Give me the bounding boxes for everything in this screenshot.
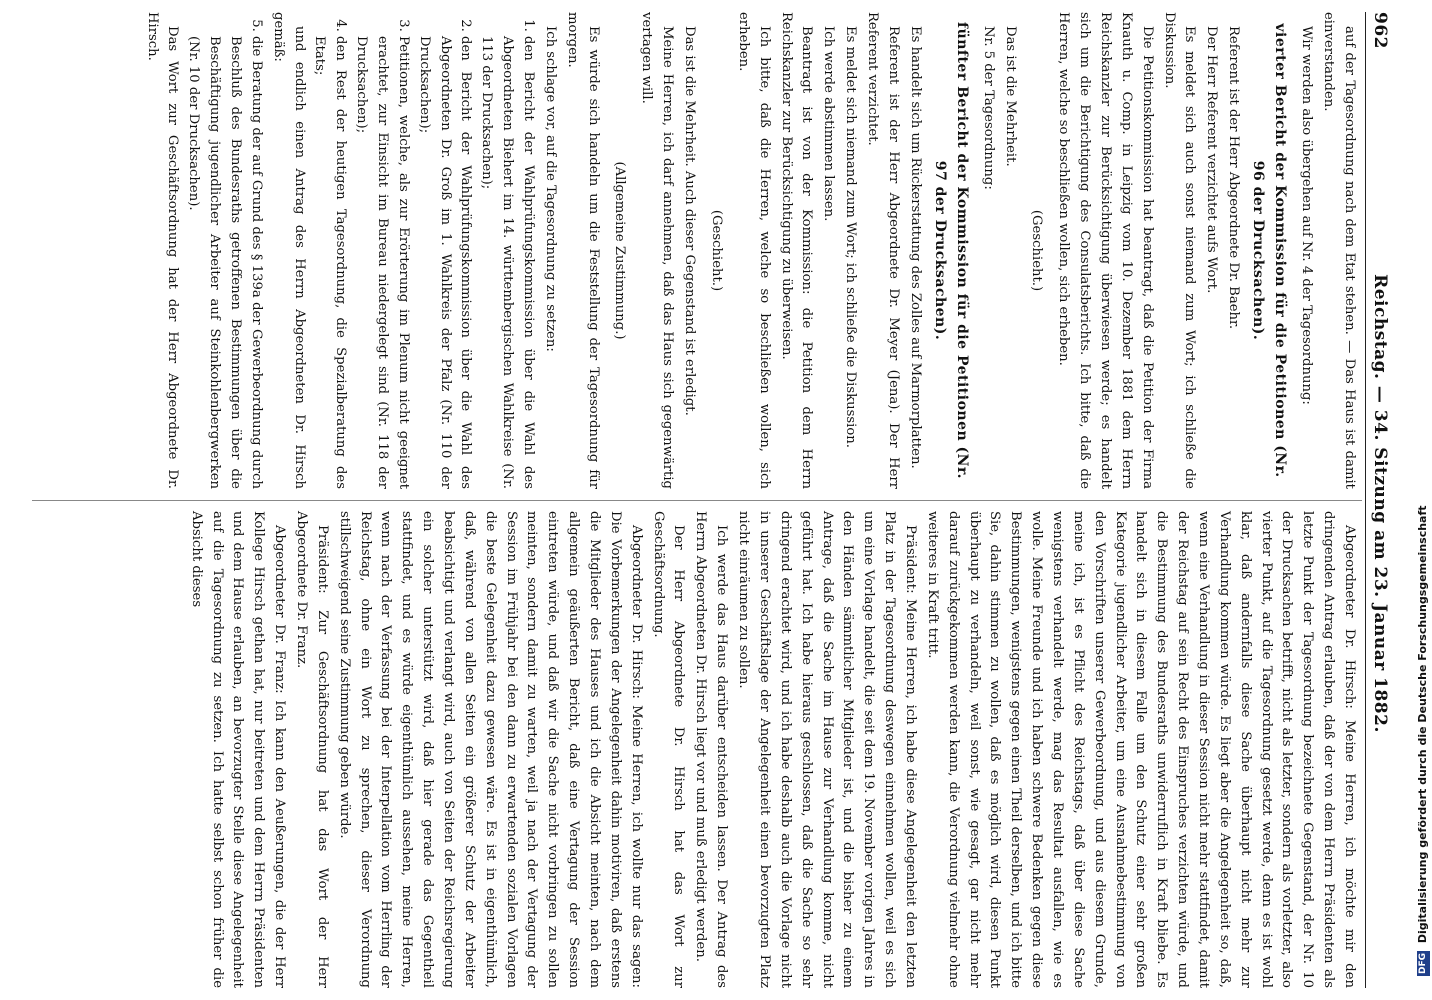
right-column: [140, 511, 1359, 988]
paragraph: Ich werde abstimmen lassen.: [821, 26, 837, 222]
paragraph: Das ist die Mehrheit.: [1002, 26, 1018, 167]
paragraph: Nr. 5 der Tagesordnung:: [980, 26, 996, 190]
paragraph: Beantragt ist von der Kommission: die Petition dem Herrn Reichskanzler zur Berücksichtigung zu überweisen.: [778, 12, 815, 489]
stage-direction: (Geschieht.): [708, 209, 724, 292]
list-item: 4. den Rest der heutigen Tagesordnung, die Spezialberatung des Etats;: [309, 36, 351, 489]
paragraph: Es handelt sich um Rückerstattung des Zolles auf Marmorplatten.: [907, 26, 923, 469]
numbered-list: [182, 12, 265, 489]
paragraph: Es meldet sich auch sonst niemand zum Wort; ich schließe die Diskussion.: [1161, 12, 1198, 489]
credit-text: Digitalisierung gefördert durch die Deutsche Forschungsgemeinschaft: [1416, 505, 1429, 944]
column-divider: [32, 500, 1362, 501]
paragraph: Präsident: Meine Herren, ich habe diese Angelegenheit den letzten Platz in der Tagesordnung deswegen einnehmen wollen, weil es sich um eine Vorlage handelt, die seit dem 19. November vorigen Jahres in den Händen sämmtlicher Mitglieder ist, und die bisher zu einem Antrage, daß die Sache im Hause zur Verhandlung komme, nicht geführt hat. Ich habe hieraus geschlossen, daß die Sache so sehr dringend erachtet wird, und ich habe deshalb auch die Vorlage nicht in unserer Geschäftslage der Angelegenheit einen bevorzugten Platz nicht einräumen zu sollen.: [736, 511, 918, 988]
page-title: Reichstag. — 34. Sitzung am 23. Januar 1882.: [1370, 274, 1390, 733]
paragraph: auf der Tagesordnung nach dem Etat stehen. — Das Haus ist damit einverstanden.: [1321, 12, 1357, 489]
stage-direction: (Geschieht.): [1029, 209, 1045, 292]
list-item: 2. den Bericht der Wahlprüfungskommission über die Wahl des Abgeordneten Dr. Groß im 1. Wahlkreis der Pfalz (Nr. 110 der Drucksachen);: [413, 36, 476, 489]
section-heading: fünfter Bericht der Kommission für die Petitionen (Nr. 97 der Drucksachen).: [931, 22, 970, 479]
page-header: [1365, 12, 1390, 988]
paragraph: Das ist die Mehrheit. Auch dieser Gegenstand ist erledigt.: [682, 26, 698, 416]
numbered-list: [309, 12, 538, 489]
section-heading: vierter Bericht der Kommission für die Petitionen (Nr. 96 der Drucksachen).: [1250, 23, 1289, 478]
paragraph: Wir werden also übergehen auf Nr. 4 der Tagesordnung:: [1299, 26, 1315, 405]
paragraph: Präsident: Zur Geschäftsordnung hat das Wort der Herr Abgeordnete Dr. Franz.: [294, 511, 330, 988]
paragraph: Ich werde das Haus darüber entscheiden lassen. Der Antrag des Herrn Abgeordneten Dr. Hirsch liegt vor und muß erledigt werden.: [693, 511, 730, 988]
list-item: 5. die Beratung der auf Grund des § 139a der Gewerbeordnung durch Beschluß des Bundesraths getroffenen Bestimmungen über die Beschäftigung jugendlicher Arbeiter auf Steinkohlenbergwerken (Nr. 10 der Drucksachen).: [182, 36, 265, 489]
paragraph: Die Petitionskommission hat beantragt, daß die Petition der Firma Knauth u. Comp. in Leipzig vom 10. Dezember 1881 dem Herrn Reichskanzler zur Berücksichtigung überwiesen werde; es handelt sich um die Berichtigung des Consulatsberichts. Ich bitte, daß die Herren, welche so beschließen wollen, sich erheben.: [1056, 12, 1155, 489]
list-item: 1. den Bericht der Wahlprüfungskommission über die Wahl des Abgeordneten Biehert im 14. württembergischen Wahlkreise (Nr. 113 der Drucksachen);: [475, 36, 538, 489]
paragraph: Es meldet sich niemand zum Wort; ich schließe die Diskussion.: [843, 26, 859, 448]
stage-direction: (Allgemeine Zustimmung.): [612, 161, 628, 340]
paragraph: Referent ist der Herr Abgeordnete Dr. Meyer (Jena). Der Herr Referent verzichtet.: [864, 12, 901, 489]
paragraph: Abgeordneter Dr. Hirsch: Meine Herren, ich wollte nur das sagen: Die Vorbemerkungen der Angelegenheit dahin motiviren, daß erstens die Mitglieder des Hauses und ich die Absicht meinten, nach dem allgemein geäußerten Bericht, daß eine Vertagung der Session eintreten würde, und daß wir die Sache nicht vorbringen zu sollen meinten, sondern damit zu warten, weil ja nach der Vertagung der Session im Frühjahr bei den dann zu erwartenden sozialen Vorlagen die beste Gelegenheit dazu gewesen wäre. Es ist in eigenthümlich, daß, während von allen Seiten ein größerer Schutz der Arbeiter beabsichtigt und verlangt wird, auch von Seiten der Reichsregierung ein solcher unterstützt wird, daß hier gerade das Gegentheil stattfindet, und es würde eigenthümlich aussehen, meine Herren, wenn nach der Verfassung bei der Interpellation vom Herrling der Reichstag, ohne ein Wort zu sprechen, dieser Verordnung stillschweigend seine Zustimmung geben würde.: [336, 511, 644, 988]
paragraph: Abgeordneter Dr. Hirsch: Meine Herren, ich möchte mir den dringenden Antrag erlauben, daß der von dem Herrn Präsidenten als letzte Punkt der Tagesordnung bezeichnete Gegenstand, der Nr. 10 der Drucksachen betrifft, nicht als letzter, sondern als vorletzter, also vierter Punkt, auf die Tagesordnung gesetzt werde, denn es ist wohl klar, daß andernfalls diese Sache überhaupt nicht mehr zur Verhandlung kommen würde. Es liegt aber die Angelegenheit so, daß, wenn eine Verhandlung in dieser Session nicht mehr stattfindet, damit der Reichstag auf sein Recht des Einspruches verzichten würde, und die Bestimmung des Bundesraths unwiderruflich in Kraft bliebe. Es handelt sich in diesem Falle um den Schutz einer sehr großen Kategorie jugendlicher Arbeiter, um eine Ausnahmebestimmung von den Vorschriften unserer Gewerbeordnung, und aus diesem Grunde, meine ich, ist es Pflicht des Reichstags, daß über diese Sache wenigstens verhandelt werde, mag das Resultat ausfallen, wie es wolle. Meine Freunde und ich haben schwere Bedenken gegen diese Bestimmungen, wenigstens gegen einen Theil derselben, und ich bitte Sie, dahin stimmen zu wollen, daß es möglich wird, diesen Punkt überhaupt zu verhandeln, weil sonst, wie gesagt, gar nicht mehr darauf zurückgekommen werden kann, die Verordnung vielmehr ohne weiteres in Kraft tritt.: [924, 511, 1357, 988]
list-item: 3. Petitionen, welche, als zur Erörterung im Plenum nicht geeignet erachtet, zur Einsicht im Bureau niedergelegt sind (Nr. 118 der Drucksachen);: [350, 36, 413, 489]
dfg-logo: DFG: [1417, 952, 1428, 974]
page-number: 962: [1370, 12, 1390, 49]
paragraph: Ich schlage vor, auf die Tagesordnung zu setzen:: [542, 26, 558, 352]
paragraph: Abgeordneter Dr. Franz: Ich kann den Aeußerungen, die der Herr Kollege Hirsch gethan hat, nur beitreten und dem Herrn Präsidenten und dem Hause erlauben, an bevorzugter Stelle diese Angelegenheit auf die Tagesordnung zu setzen. Ich hatte selbst schon früher die Absicht dieses: [188, 511, 288, 988]
digitization-credit: [1414, 0, 1432, 1000]
paragraph: Es würde sich handeln um die Feststellung der Tagesordnung für morgen.: [564, 12, 601, 489]
paragraph: Das Wort zur Geschäftsordnung hat der Herr Abgeordnete Dr. Hirsch.: [144, 12, 181, 489]
paragraph: Der Herr Abgeordnete Dr. Hirsch hat das Wort zur Geschäftsordnung.: [650, 511, 687, 988]
left-column: [140, 12, 1359, 489]
paragraph: Referent ist der Herr Abgeordnete Dr. Baehr.: [1226, 26, 1242, 330]
paragraph: und endlich einen Antrag des Herrn Abgeordneten Dr. Hirsch gemäß:: [270, 12, 307, 489]
paragraph: Meine Herren, ich darf annehmen, daß das Haus sich gegenwärtig vertagen will.: [639, 12, 676, 489]
paragraph: Ich bitte, daß die Herren, welche so beschließen wollen, sich erheben.: [735, 12, 772, 489]
paragraph: Der Herr Referent verzichtet aufs Wort.: [1204, 26, 1220, 294]
